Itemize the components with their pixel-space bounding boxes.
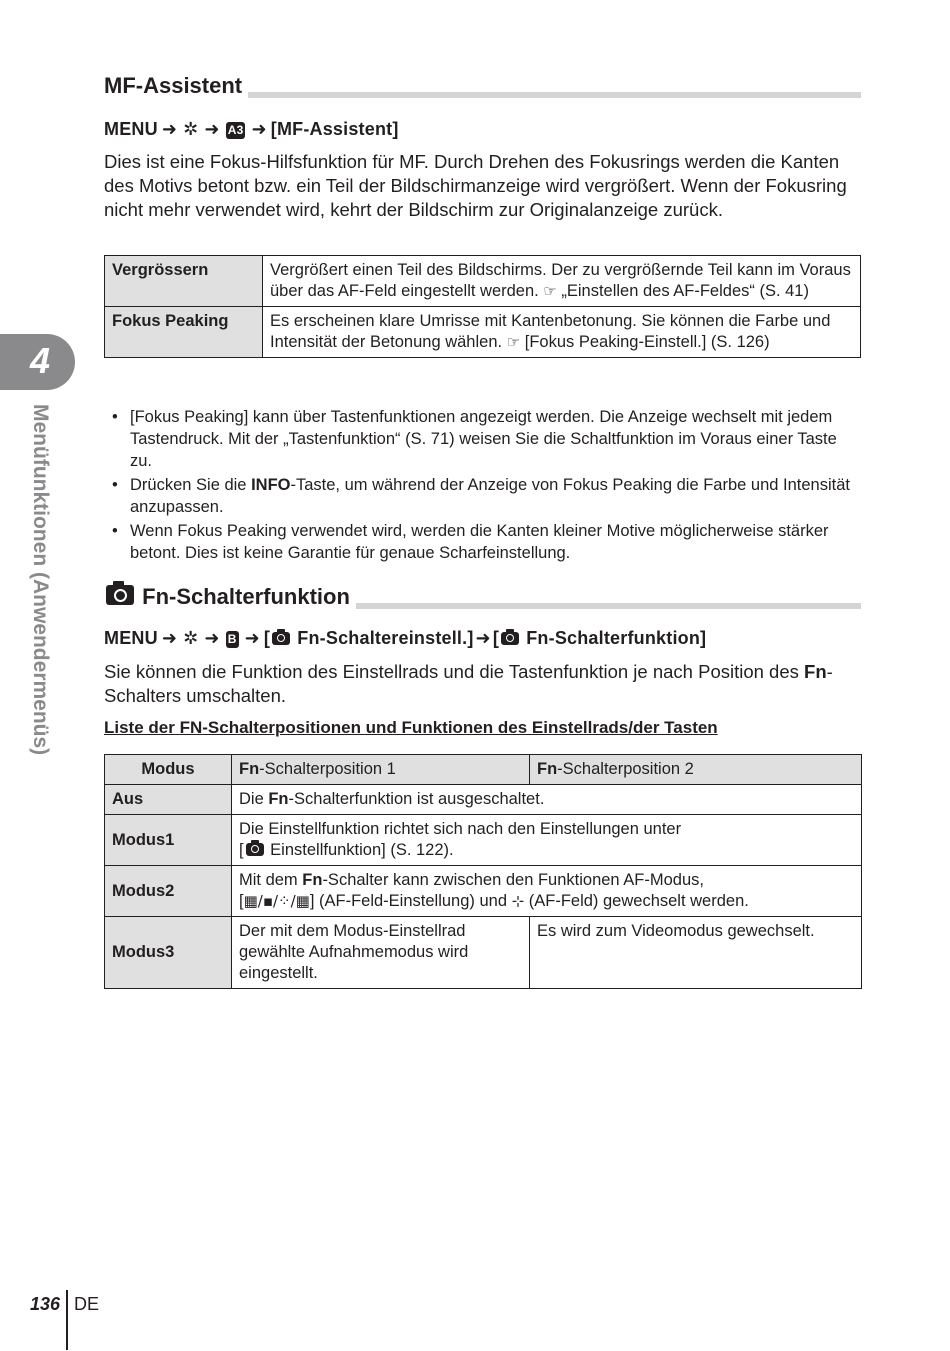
camera-icon bbox=[501, 632, 519, 645]
intro-paragraph-2: Sie können die Funktion des Einstellrads und die Tastenfunktion je nach Position des Fn-Schalters umschalten. bbox=[104, 661, 833, 706]
arrow-right-icon: ➜ bbox=[251, 119, 267, 139]
af-target-icon: ⊹ bbox=[511, 892, 525, 910]
table-key: Modus1 bbox=[105, 815, 232, 866]
table-value: Der mit dem Modus-Einstellrad gewählte Aufnahmemodus wird eingestellt. bbox=[232, 917, 530, 989]
arrow-right-icon: ➜ bbox=[204, 628, 220, 648]
table-key: Modus3 bbox=[105, 917, 232, 989]
menu-label: MENU bbox=[104, 119, 158, 139]
table-caption: Liste der FN-Schalterpositionen und Funktionen des Einstellrads/der Tasten bbox=[104, 718, 718, 737]
heading-text: MF-Assistent bbox=[104, 72, 248, 100]
list-item: • Drücken Sie die INFO-Taste, um während der Anzeige von Fokus Peaking die Farbe und Intensität anzupassen. bbox=[110, 474, 862, 518]
table-value: Die Einstellfunktion richtet sich nach den Einstellungen unter [ Einstellfunktion] (S. 122). bbox=[232, 815, 862, 866]
menu-path-2: MENU ➜ ✲ ➜ B ➜ [ Fn-Schaltereinstell.] ➜ [ Fn-Schalterfunktion] bbox=[104, 628, 707, 648]
column-header: Fn-Schalterposition 2 bbox=[530, 755, 862, 785]
table-value: Es wird zum Videomodus gewechselt. bbox=[530, 917, 862, 989]
table-row bbox=[105, 815, 862, 866]
table-header-row bbox=[105, 755, 862, 785]
language-code: DE bbox=[74, 1294, 100, 1314]
table-value: Es erscheinen klare Umrisse mit Kantenbetonung. Sie können die Farbe und Intensität der Betonung wählen. ☞ [Fokus Peaking-Einstell.] (S. 126) bbox=[263, 307, 861, 358]
section-heading-fn-schalterfunktion bbox=[104, 581, 861, 611]
arrow-right-icon: ➜ bbox=[475, 628, 491, 648]
table-value: Mit dem Fn-Schalter kann zwischen den Funktionen AF-Modus, [▦/▪/⁘/▦] (AF-Feld-Einstellung) und ⊹ (AF-Feld) gewechselt werden. bbox=[232, 866, 862, 917]
camera-icon bbox=[246, 843, 264, 856]
table-value: Die Fn-Schalterfunktion ist ausgeschaltet. bbox=[232, 785, 862, 815]
table-row bbox=[105, 256, 861, 307]
list-item: • [Fokus Peaking] kann über Tastenfunktionen angezeigt werden. Die Anzeige wechselt mit jedem Tastendruck. Mit der „Tastenfunktion“ (S. 71) weisen Sie die Schaltfunktion im Voraus einer Taste zu. bbox=[110, 406, 862, 472]
camera-icon bbox=[106, 585, 134, 605]
table-row bbox=[105, 917, 862, 989]
fn-switch-table bbox=[104, 754, 862, 989]
fn-key: Fn bbox=[804, 661, 827, 682]
menu-item: Fn-Schalterfunktion] bbox=[526, 628, 707, 648]
mf-assistent-table bbox=[104, 255, 861, 358]
menu-item: [MF-Assistent] bbox=[270, 119, 399, 139]
fn-key: FN bbox=[179, 718, 203, 737]
bullet-list bbox=[110, 406, 862, 566]
menu-tab-box: A3 bbox=[227, 123, 244, 137]
page-number: 136 bbox=[30, 1294, 61, 1314]
arrow-right-icon: ➜ bbox=[244, 628, 260, 648]
arrow-right-icon: ➜ bbox=[161, 628, 178, 648]
table-row bbox=[105, 307, 861, 358]
camera-icon bbox=[272, 632, 290, 645]
arrow-right-icon: ➜ bbox=[161, 119, 178, 139]
table-row bbox=[105, 785, 862, 815]
reference-icon: ☞ bbox=[543, 282, 557, 300]
gear-icon: ✲ bbox=[183, 628, 199, 648]
menu-item: Fn-Schaltereinstell.] bbox=[297, 628, 474, 648]
gear-icon: ✲ bbox=[183, 119, 199, 139]
chapter-number: 4 bbox=[30, 340, 51, 381]
table-row bbox=[105, 866, 862, 917]
intro-paragraph-1: Dies ist eine Fokus-Hilfsfunktion für MF. Durch Drehen des Fokusrings werden die Kanten des Motivs betont bzw. ein Teil der Bildschirmanzeige wird vergrößert. Wenn der Fokusring nicht mehr verwendet wird, kehrt der Bildschirm zur Originalanzeige zurück. bbox=[104, 151, 847, 220]
menu-path-1 bbox=[104, 117, 399, 141]
heading-text: Fn-Schalterfunktion bbox=[104, 583, 356, 611]
column-header: Modus bbox=[105, 755, 232, 785]
footer-divider bbox=[66, 1290, 68, 1350]
list-item: • Wenn Fokus Peaking verwendet wird, werden die Kanten kleiner Motive möglicherweise stärker betont. Dies ist keine Garantie für genaue Scharfeinstellung. bbox=[110, 520, 862, 564]
arrow-right-icon: ➜ bbox=[204, 119, 220, 139]
af-mode-icons: ▦/▪/⁘/▦ bbox=[243, 892, 310, 910]
table-key: Fokus Peaking bbox=[105, 307, 263, 358]
reference-icon: ☞ bbox=[506, 333, 521, 351]
table-value: Vergrößert einen Teil des Bildschirms. Der zu vergrößernde Teil kann im Voraus über das AF-Feld eingestellt werden. ☞ „Einstellen des AF-Feldes“ (S. 41) bbox=[263, 256, 861, 307]
chapter-label: Menüfunktionen (Anwendermenüs) bbox=[29, 404, 52, 756]
table-key: Vergrössern bbox=[105, 256, 263, 307]
section-heading-mf-assistent bbox=[104, 70, 861, 100]
table-key: Modus2 bbox=[105, 866, 232, 917]
chapter-tab bbox=[0, 334, 75, 390]
info-key: INFO bbox=[251, 476, 291, 494]
menu-label: MENU bbox=[104, 628, 158, 648]
table-key: Aus bbox=[105, 785, 232, 815]
menu-tab-box: B bbox=[227, 632, 237, 646]
column-header: Fn-Schalterposition 1 bbox=[232, 755, 530, 785]
